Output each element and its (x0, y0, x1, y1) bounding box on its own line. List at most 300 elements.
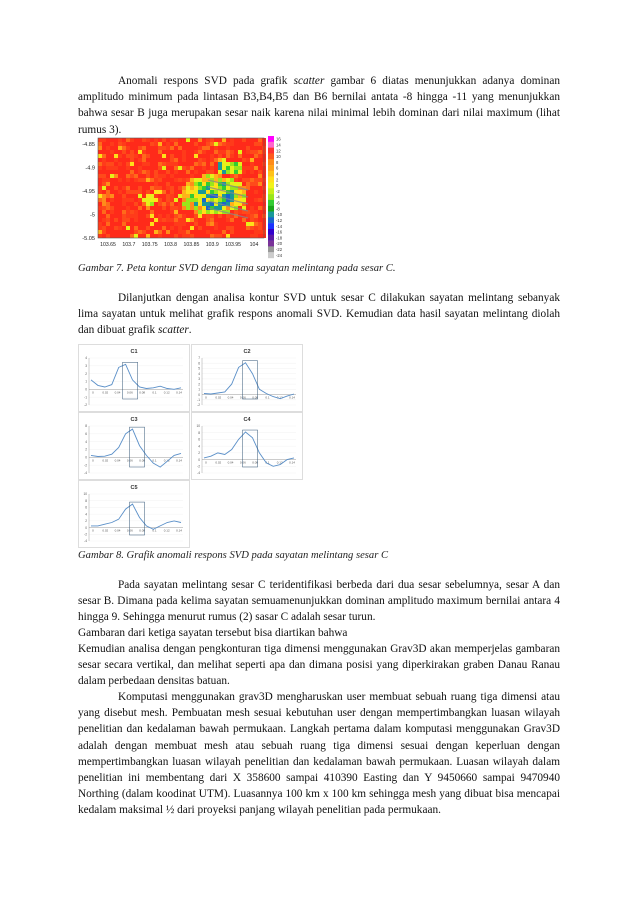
map-cell (154, 138, 158, 142)
map-cell (206, 138, 210, 142)
map-cell (254, 174, 258, 178)
map-cell (170, 218, 174, 222)
map-cell (202, 166, 206, 170)
paragraph-4-text: Gambaran dari ketiga sayatan tersebut bisa diartikan bahwa (78, 627, 348, 639)
map-cell (130, 154, 134, 158)
map-cell (138, 178, 142, 182)
map-cell (146, 230, 150, 234)
map-cell (154, 202, 158, 206)
map-cell (114, 170, 118, 174)
map-cell (226, 218, 230, 222)
map-cell (258, 178, 262, 182)
map-cell (102, 198, 106, 202)
map-cell (146, 174, 150, 178)
map-cell (150, 142, 154, 146)
map-cell (222, 138, 226, 142)
chart-x-tick-label: 0.02 (102, 390, 109, 395)
map-cell (202, 202, 206, 206)
map-cell (254, 170, 258, 174)
colorbar-swatch (268, 246, 274, 252)
map-cell (210, 222, 214, 226)
chart-title: C5 (130, 485, 138, 491)
map-cell (138, 194, 142, 198)
map-cell (182, 154, 186, 158)
map-cell (222, 186, 226, 190)
map-cell (146, 150, 150, 154)
map-cell (214, 166, 218, 170)
map-cell (158, 150, 162, 154)
map-cell (146, 202, 150, 206)
map-cell (98, 210, 102, 214)
map-cell (154, 186, 158, 190)
map-cell (226, 166, 230, 170)
map-cell (214, 142, 218, 146)
map-cell (246, 218, 250, 222)
map-cell (110, 182, 114, 186)
map-cell (190, 198, 194, 202)
map-cell (226, 138, 230, 142)
map-cell (182, 194, 186, 198)
map-cell (226, 222, 230, 226)
contour-map-svg (70, 134, 296, 262)
map-cell (162, 194, 166, 198)
map-cell (130, 158, 134, 162)
map-cell (134, 222, 138, 226)
map-cell (110, 190, 114, 194)
colorbar-swatch (268, 241, 274, 247)
chart-x-tick-label: 0.02 (102, 528, 109, 533)
map-cell (194, 194, 198, 198)
map-cell (250, 158, 254, 162)
map-cell (130, 178, 134, 182)
chart-x-tick-label: 0 (205, 460, 207, 465)
map-cell (214, 214, 218, 218)
map-cell (106, 166, 110, 170)
map-cell (118, 226, 122, 230)
map-cell (242, 154, 246, 158)
map-cell (130, 198, 134, 202)
map-cell (190, 234, 194, 238)
map-cell (178, 206, 182, 210)
paragraph-3 (78, 577, 560, 626)
map-cell (138, 186, 142, 190)
colorbar-label: -20 (276, 241, 283, 247)
map-cell (134, 190, 138, 194)
map-cell (142, 210, 146, 214)
map-cell (146, 182, 150, 186)
map-cell (98, 214, 102, 218)
map-cell (142, 190, 146, 194)
chart-x-tick-label: 0.1 (265, 460, 270, 465)
map-cell (154, 162, 158, 166)
colorbar-label: 0 (276, 183, 279, 189)
map-cell (138, 170, 142, 174)
map-cell (258, 154, 262, 158)
map-cell (226, 146, 230, 150)
map-cell (142, 230, 146, 234)
chart-title: C1 (130, 349, 138, 355)
map-cell (190, 230, 194, 234)
chart-x-tick-label: 0.04 (114, 390, 121, 395)
map-cell (98, 154, 102, 158)
map-cell (118, 190, 122, 194)
map-cell (182, 186, 186, 190)
map-cell (106, 190, 110, 194)
chart-y-tick-label: 8 (85, 424, 87, 429)
map-cell (222, 150, 226, 154)
map-cell (226, 162, 230, 166)
map-cell (130, 206, 134, 210)
map-cell (234, 182, 238, 186)
map-cell (258, 174, 262, 178)
map-cell (250, 202, 254, 206)
map-cell (118, 158, 122, 162)
map-cell (254, 226, 258, 230)
map-cell (226, 194, 230, 198)
map-cell (162, 214, 166, 218)
map-cell (238, 230, 242, 234)
map-cell (138, 198, 142, 202)
chart-y-tick-label: 8 (198, 430, 200, 435)
map-cell (190, 150, 194, 154)
map-cell (158, 162, 162, 166)
map-cell (238, 158, 242, 162)
map-cell (170, 170, 174, 174)
map-cell (206, 222, 210, 226)
map-cell (142, 154, 146, 158)
map-cell (238, 178, 242, 182)
map-cell (114, 162, 118, 166)
map-cell (250, 182, 254, 186)
map-cell (106, 146, 110, 150)
map-cell (158, 222, 162, 226)
map-cell (230, 158, 234, 162)
map-cell (226, 174, 230, 178)
map-cell (178, 178, 182, 182)
map-cell (218, 174, 222, 178)
map-cell (142, 158, 146, 162)
map-cell (170, 198, 174, 202)
map-cell (122, 166, 126, 170)
map-cell (230, 150, 234, 154)
map-cell (122, 146, 126, 150)
map-cell (234, 226, 238, 230)
map-cell (182, 202, 186, 206)
map-cell (134, 138, 138, 142)
map-cell (242, 198, 246, 202)
colorbar-swatch (268, 217, 274, 223)
map-cell (210, 162, 214, 166)
map-cell (242, 190, 246, 194)
map-cell (174, 186, 178, 190)
chart-title: C4 (243, 417, 251, 423)
map-cell (114, 186, 118, 190)
map-cell (150, 190, 154, 194)
map-cell (142, 218, 146, 222)
map-cell (150, 150, 154, 154)
map-cell (98, 174, 102, 178)
colorbar-swatch (268, 194, 274, 200)
map-cell (198, 230, 202, 234)
colorbar-swatch (268, 229, 274, 235)
map-cell (190, 186, 194, 190)
map-cell (146, 206, 150, 210)
map-cell (226, 154, 230, 158)
chart-y-tick-label: 2 (198, 382, 200, 387)
map-cell (166, 170, 170, 174)
map-cell (194, 154, 198, 158)
map-cell (158, 182, 162, 186)
map-cell (198, 218, 202, 222)
map-cell (242, 142, 246, 146)
colorbar-swatch (268, 206, 274, 212)
map-cell (174, 230, 178, 234)
chart-x-tick-label: 0.14 (176, 390, 182, 395)
chart-y-tick-label: 10 (196, 424, 200, 429)
map-cell (198, 202, 202, 206)
chart-x-tick-label: 0 (205, 395, 207, 400)
map-cell (122, 214, 126, 218)
map-cell (218, 198, 222, 202)
map-cell (130, 214, 134, 218)
map-cell (126, 166, 130, 170)
map-cell (210, 158, 214, 162)
map-cell (162, 190, 166, 194)
colorbar-swatch (268, 159, 274, 165)
map-cell (98, 178, 102, 182)
chart-x-tick-label: 0.04 (227, 395, 234, 400)
chart-y-tick-label: 8 (85, 498, 87, 503)
map-cell (114, 210, 118, 214)
map-cell (170, 158, 174, 162)
map-cell (250, 234, 254, 238)
chart-c2 (191, 344, 303, 412)
map-cell (186, 138, 190, 142)
map-cell (242, 222, 246, 226)
paragraph-1 (78, 73, 560, 138)
map-cell (190, 222, 194, 226)
map-cell (218, 138, 222, 142)
map-cell (254, 206, 258, 210)
map-cell (250, 174, 254, 178)
map-cell (198, 138, 202, 142)
map-cell (126, 150, 130, 154)
map-cell (138, 146, 142, 150)
map-cell (242, 162, 246, 166)
map-cell (118, 206, 122, 210)
map-cell (174, 206, 178, 210)
map-cell (234, 202, 238, 206)
map-cell (202, 158, 206, 162)
map-cell (206, 190, 210, 194)
map-cell (122, 150, 126, 154)
map-cell (146, 154, 150, 158)
map-cell (174, 190, 178, 194)
map-cell (142, 206, 146, 210)
map-cell (98, 198, 102, 202)
map-cell (238, 190, 242, 194)
map-cell (158, 154, 162, 158)
map-cell (110, 194, 114, 198)
map-cell (114, 202, 118, 206)
map-cell (178, 162, 182, 166)
map-cell (250, 218, 254, 222)
chart-y-tick-label: -1 (84, 395, 87, 400)
colorbar-label: -6 (276, 200, 280, 206)
map-cell (110, 142, 114, 146)
map-cell (238, 210, 242, 214)
map-cell (222, 162, 226, 166)
map-cell (106, 142, 110, 146)
map-cell (98, 230, 102, 234)
chart-c2-svg (192, 345, 302, 411)
chart-x-tick-label: 0.08 (139, 390, 146, 395)
map-cell (194, 230, 198, 234)
map-cell (150, 170, 154, 174)
map-cell (162, 146, 166, 150)
map-cell (206, 234, 210, 238)
map-cell (166, 174, 170, 178)
map-cell (134, 146, 138, 150)
map-cell (202, 230, 206, 234)
map-cell (186, 214, 190, 218)
map-cell (246, 226, 250, 230)
map-cell (258, 142, 262, 146)
map-cell (106, 194, 110, 198)
map-cell (102, 138, 106, 142)
map-cell (250, 222, 254, 226)
map-cell (210, 210, 214, 214)
map-cell (102, 214, 106, 218)
map-cell (254, 234, 258, 238)
map-cell (142, 170, 146, 174)
map-cell (202, 194, 206, 198)
colorbar-label: 4 (276, 171, 279, 177)
map-cell (150, 158, 154, 162)
map-cell (166, 166, 170, 170)
colorbar-swatch (268, 142, 274, 148)
map-cell (202, 142, 206, 146)
map-cell (246, 150, 250, 154)
map-cell (254, 182, 258, 186)
map-cell (258, 226, 262, 230)
map-cell (206, 210, 210, 214)
map-cell (114, 222, 118, 226)
map-cell (238, 150, 242, 154)
map-cell (194, 206, 198, 210)
map-cell (146, 194, 150, 198)
map-cell (226, 230, 230, 234)
map-cell (186, 154, 190, 158)
map-cell (194, 210, 198, 214)
map-cell (182, 210, 186, 214)
map-cell (158, 230, 162, 234)
map-cell (250, 154, 254, 158)
map-cell (98, 202, 102, 206)
map-cell (246, 170, 250, 174)
map-cell (210, 226, 214, 230)
map-cell (102, 182, 106, 186)
map-cell (154, 182, 158, 186)
map-cell (118, 162, 122, 166)
map-x-tick-label: 104 (249, 242, 259, 248)
map-cell (130, 210, 134, 214)
colorbar-label: -14 (276, 223, 283, 229)
map-cell (174, 202, 178, 206)
map-cell (138, 182, 142, 186)
map-cell (210, 190, 214, 194)
map-cell (134, 214, 138, 218)
map-cell (130, 162, 134, 166)
map-cell (150, 226, 154, 230)
map-cell (166, 154, 170, 158)
map-cell (126, 174, 130, 178)
chart-x-tick-label: 0 (92, 528, 94, 533)
map-cell (182, 190, 186, 194)
map-cell (194, 182, 198, 186)
map-cell (114, 230, 118, 234)
map-cell (150, 222, 154, 226)
colorbar-swatch (268, 200, 274, 206)
map-cell (98, 186, 102, 190)
map-cell (198, 182, 202, 186)
map-cell (214, 174, 218, 178)
map-cell (178, 146, 182, 150)
map-cell (146, 138, 150, 142)
map-cell (126, 194, 130, 198)
map-cell (234, 178, 238, 182)
map-cell (222, 166, 226, 170)
map-cell (118, 214, 122, 218)
map-cell (166, 150, 170, 154)
map-cell (218, 146, 222, 150)
map-cell (230, 234, 234, 238)
paragraph-6-text: Komputasi menggunakan grav3D mengharuskan user membuat sebuah ruang tiga dimensi atau yang disebut mesh. Pembuatan mesh sesuai kebutuhan user dengan mempertimbangkan luasan wilayah penelitian dan kedalaman bawah permukaan. Langkah pertama dalam komputasi menggunakan Grav3D adalah dengan membuat mesh atau sebuah ruang tiga dimensi sesuai dengan keperluan dengan mempertimbangkan luasan wilayah penelitian dan kedalaman bawah permukaan. Luasan wilayah dalam penelitian ini membentang dari X 358600 sampai 410390 Easting dan Y 9450660 sampai 9470940 Northing (dalam koodinat UTM). Luasannya 100 km x 100 km sehingga mesh yang dibuat bisa mencapai kedalam maksimal ½ dari proyeksi panjang wilayah penelitian pada permukaan. (78, 691, 560, 817)
chart-y-tick-label: 4 (198, 444, 200, 449)
map-cell (182, 234, 186, 238)
map-cell (206, 142, 210, 146)
chart-x-tick-label: 0.08 (252, 460, 259, 465)
map-cell (98, 162, 102, 166)
chart-x-tick-label: 0.12 (163, 390, 170, 395)
map-cell (198, 142, 202, 146)
chart-y-tick-label: 6 (85, 432, 87, 437)
map-cell (170, 142, 174, 146)
map-cell (118, 202, 122, 206)
map-cell (198, 166, 202, 170)
map-cell (246, 138, 250, 142)
map-cell (118, 230, 122, 234)
map-cell (138, 166, 142, 170)
map-cell (170, 206, 174, 210)
map-cell (146, 234, 150, 238)
map-cell (194, 226, 198, 230)
map-cell (258, 182, 262, 186)
map-cell (250, 162, 254, 166)
map-cell (106, 226, 110, 230)
map-cell (150, 162, 154, 166)
map-cell (234, 210, 238, 214)
map-cell (226, 150, 230, 154)
map-cell (250, 150, 254, 154)
map-cell (242, 138, 246, 142)
map-cell (218, 218, 222, 222)
map-cell (202, 154, 206, 158)
map-cell (126, 206, 130, 210)
map-cell (170, 210, 174, 214)
map-cell (238, 174, 242, 178)
map-cell (174, 166, 178, 170)
